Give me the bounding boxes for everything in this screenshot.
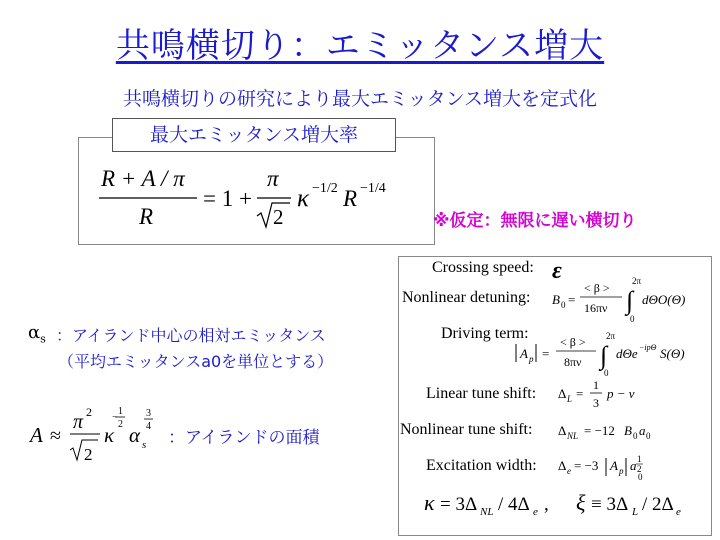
svg-text:= −3: = −3 <box>574 458 599 473</box>
svg-text:2: 2 <box>118 419 123 430</box>
svg-text:dΘO(Θ): dΘO(Θ) <box>642 292 686 307</box>
svg-text:2: 2 <box>637 464 642 474</box>
svg-text:−ipΘ: −ipΘ <box>639 343 657 352</box>
svg-text:0: 0 <box>630 314 635 324</box>
max-emittance-formula-box <box>78 137 435 245</box>
linear-tune-shift-formula <box>554 374 674 416</box>
svg-text:0: 0 <box>646 431 651 441</box>
svg-text:= −12: = −12 <box>584 423 615 438</box>
svg-text:κ: κ <box>297 185 309 212</box>
svg-text:= 1 +: = 1 + <box>203 186 252 211</box>
max-emittance-formula <box>79 138 434 244</box>
svg-text:R: R <box>139 204 154 229</box>
svg-text:= 3Δ: = 3Δ <box>440 494 478 515</box>
nonlinear-detuning-label: Nonlinear detuning: <box>402 289 531 306</box>
svg-text:=: = <box>542 346 550 361</box>
svg-text:p: p <box>619 466 624 476</box>
svg-text:0: 0 <box>638 472 643 482</box>
svg-text:1: 1 <box>637 454 642 464</box>
svg-text:−1/2: −1/2 <box>312 181 338 196</box>
formula-label: 最大エミッタンス増大率 <box>112 118 396 152</box>
svg-text:3: 3 <box>146 408 151 419</box>
svg-text:e: e <box>676 506 681 518</box>
svg-text:,: , <box>544 494 549 515</box>
svg-text:< β >: < β > <box>560 335 586 349</box>
nonlinear-detuning-formula <box>548 270 710 324</box>
svg-text:B: B <box>624 423 632 438</box>
svg-text:2: 2 <box>273 205 284 229</box>
svg-text:a: a <box>639 423 646 438</box>
svg-text:α: α <box>129 423 141 447</box>
svg-text:s: s <box>142 439 147 451</box>
svg-text:∫: ∫ <box>626 286 634 315</box>
svg-text:B: B <box>552 292 560 307</box>
svg-text:−: − <box>112 412 118 423</box>
svg-text:2π: 2π <box>606 331 616 341</box>
svg-text:a: a <box>630 458 637 473</box>
svg-text:dΘe: dΘe <box>616 346 638 361</box>
svg-text:ε: ε <box>552 258 562 284</box>
svg-text:π: π <box>267 166 279 191</box>
svg-text:A: A <box>30 423 43 447</box>
svg-text:2: 2 <box>84 445 93 464</box>
island-area-description: ：アイランドの面積 <box>168 428 320 448</box>
svg-text:Δ: Δ <box>558 458 567 473</box>
svg-text:0: 0 <box>604 368 609 378</box>
svg-text:NL: NL <box>567 431 579 441</box>
crossing-speed-label: Crossing speed: <box>432 259 534 276</box>
svg-text:8πν: 8πν <box>564 355 582 369</box>
svg-text:R: R <box>343 186 358 211</box>
svg-text:π: π <box>73 411 84 433</box>
svg-text:A: A <box>520 346 528 361</box>
svg-text:=: = <box>576 386 584 401</box>
svg-text:NL: NL <box>480 506 494 518</box>
svg-text:/ 2Δ: / 2Δ <box>642 494 674 515</box>
page-title: 共鳴横切り：エミッタンス増大 <box>115 26 605 66</box>
svg-text:4: 4 <box>146 421 151 432</box>
excitation-width-formula <box>554 450 704 482</box>
svg-text:κ: κ <box>104 423 115 447</box>
svg-text:< β >: < β > <box>584 281 610 295</box>
svg-text:∫: ∫ <box>600 341 608 370</box>
svg-text:16πν: 16πν <box>584 301 608 315</box>
svg-text:Δ: Δ <box>558 423 567 438</box>
svg-text:−1/4: −1/4 <box>360 181 386 196</box>
svg-text:L: L <box>632 506 639 518</box>
svg-text:3: 3 <box>593 396 599 410</box>
kappa-xi-formulas <box>420 484 710 524</box>
nonlinear-tune-shift-label: Nonlinear tune shift: <box>400 421 533 438</box>
svg-text:p − ν: p − ν <box>607 386 635 401</box>
page-subtitle: 共鳴横切りの研究により最大エミッタンス増大を定式化 <box>122 88 598 110</box>
alpha-s-symbol: $\alpha_s$ <box>28 322 46 346</box>
assumption-note: ※仮定：無限に遅い横切り <box>433 211 637 231</box>
island-area-formula <box>26 398 176 470</box>
svg-text:A: A <box>610 458 618 473</box>
svg-text:0: 0 <box>561 300 566 310</box>
svg-text:e: e <box>533 506 538 518</box>
svg-text:κ: κ <box>424 490 435 515</box>
svg-text:≡ 3Δ: ≡ 3Δ <box>591 494 629 515</box>
driving-term-label: Driving term: <box>441 325 529 342</box>
svg-text:S(Θ): S(Θ) <box>660 346 685 361</box>
svg-text:=: = <box>568 292 576 307</box>
svg-text:p: p <box>529 354 534 364</box>
excitation-width-label: Excitation width: <box>426 457 537 474</box>
svg-text:1: 1 <box>593 378 599 392</box>
svg-text:1: 1 <box>118 406 123 417</box>
nonlinear-tune-shift-formula <box>554 417 704 445</box>
svg-text:/ 4Δ: / 4Δ <box>498 494 530 515</box>
alpha-s-description-2: （平均エミッタンスa0を単位とする） <box>58 352 334 371</box>
alpha-s-description: ：アイランド中心の相対エミッタンス <box>56 326 326 345</box>
svg-text:R + A / π: R + A / π <box>101 166 185 191</box>
svg-text:ξ: ξ <box>576 490 586 515</box>
svg-text:L: L <box>567 394 573 404</box>
svg-text:0: 0 <box>633 431 638 441</box>
svg-text:≈: ≈ <box>50 425 61 447</box>
svg-text:Δ: Δ <box>558 386 567 401</box>
svg-text:2: 2 <box>86 405 92 419</box>
svg-text:2π: 2π <box>632 276 642 286</box>
svg-text:e: e <box>567 466 571 476</box>
linear-tune-shift-label: Linear tune shift: <box>426 385 537 402</box>
